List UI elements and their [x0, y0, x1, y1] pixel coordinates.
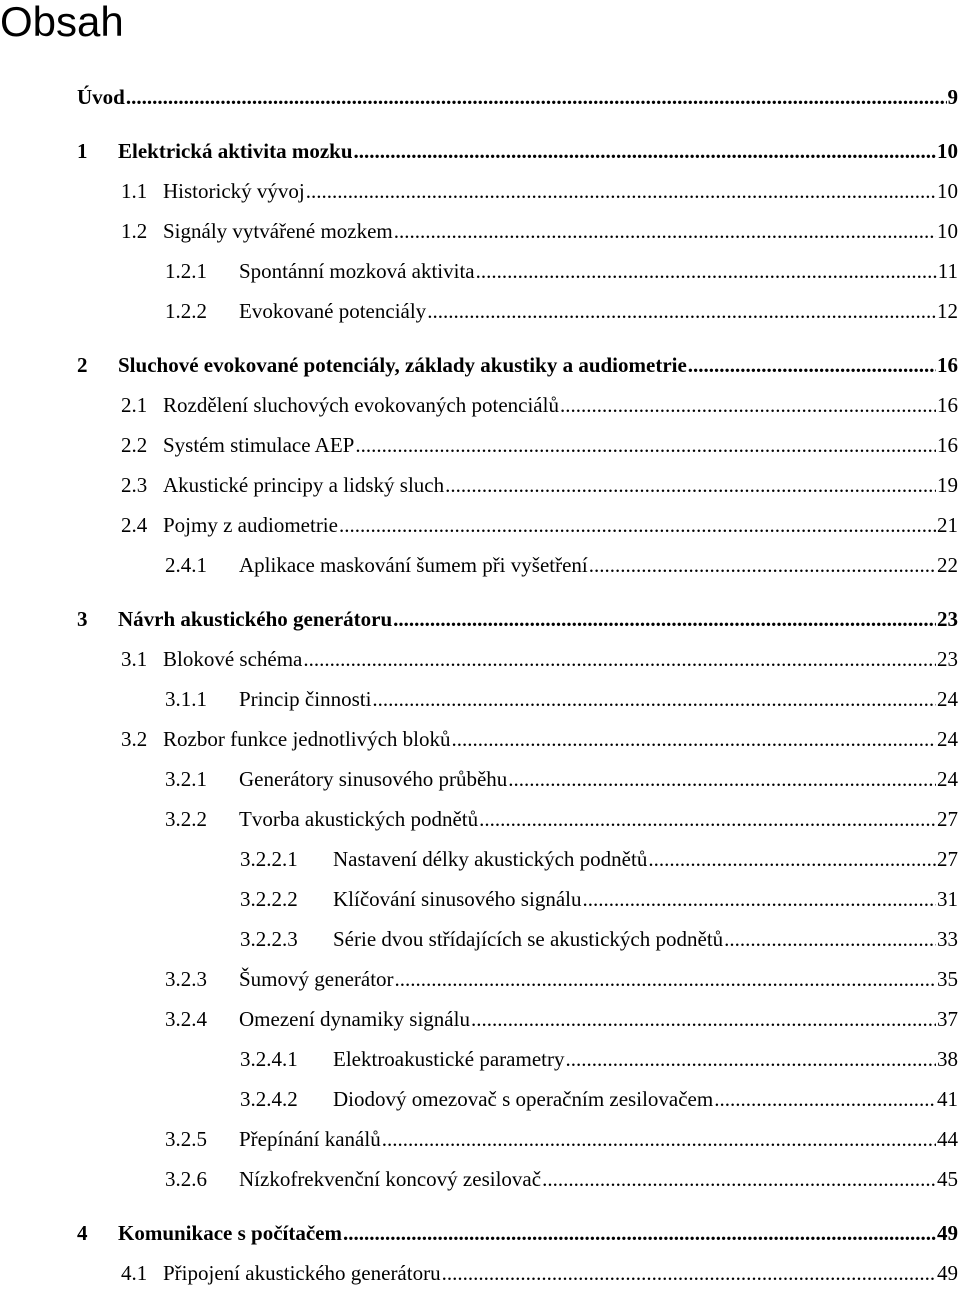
toc-entry-page: 10 — [937, 139, 958, 163]
toc-entry-number: 1.2.1 — [165, 259, 207, 283]
toc-entry-number: 1.2.2 — [165, 299, 207, 323]
toc-entry-title: Úvod — [77, 85, 125, 109]
toc-entry-title: Přepínání kanálů — [239, 1127, 381, 1151]
toc-entry-title: Rozbor funkce jednotlivých bloků — [163, 727, 451, 751]
toc-entry-title: Nastavení délky akustických podnětů — [333, 847, 648, 871]
toc-entry-number: 4.1 — [121, 1261, 148, 1285]
toc-entry-number: 1.1 — [121, 179, 148, 203]
toc-entry[interactable] — [0, 724, 960, 754]
toc-entry[interactable] — [0, 510, 960, 540]
toc-entry-number: 3.2.2.3 — [240, 927, 298, 951]
toc-dot-leader — [479, 804, 936, 834]
toc-entry[interactable] — [0, 1218, 960, 1248]
toc-entry-title: Šumový generátor — [239, 967, 394, 991]
toc-entry-page: 21 — [937, 513, 958, 537]
toc-entry-title: Klíčování sinusového signálu — [333, 887, 582, 911]
toc-entry-page: 10 — [937, 219, 958, 243]
toc-entry-title: Rozdělení sluchových evokovaných potenciálů — [163, 393, 559, 417]
toc-entry-title: Generátory sinusového průběhu — [239, 767, 508, 791]
page-title: Obsah — [0, 0, 124, 45]
toc-entry[interactable] — [0, 764, 960, 794]
toc-entry-number: 2.2 — [121, 433, 148, 457]
toc-entry[interactable] — [0, 82, 960, 112]
toc-dot-leader — [542, 1164, 936, 1194]
toc-dot-leader — [395, 964, 936, 994]
toc-entry-page: 10 — [937, 179, 958, 203]
toc-entry-page: 19 — [937, 473, 958, 497]
toc-entry-page: 27 — [937, 807, 958, 831]
toc-entry-number: 3.1 — [121, 647, 148, 671]
toc-entry-page: 24 — [937, 767, 958, 791]
toc-entry-title: Systém stimulace AEP — [163, 433, 355, 457]
toc-entry[interactable] — [0, 176, 960, 206]
toc-dot-leader — [476, 256, 937, 286]
toc-entry-title: Evokované potenciály — [239, 299, 427, 323]
toc-dot-leader — [393, 604, 936, 634]
toc-entry-page: 24 — [937, 727, 958, 751]
toc-entry-number: 3.1.1 — [165, 687, 207, 711]
toc-entry-title: Akustické principy a lidský sluch — [163, 473, 445, 497]
toc-entry-page: 49 — [937, 1261, 958, 1285]
toc-dot-leader — [306, 176, 936, 206]
toc-entry-number: 3.2.2.1 — [240, 847, 298, 871]
toc-entry[interactable] — [0, 844, 960, 874]
toc-entry-title: Princip činnosti — [239, 687, 372, 711]
toc-dot-leader — [724, 924, 936, 954]
toc-entry-number: 1 — [77, 139, 88, 163]
toc-dot-leader — [452, 724, 936, 754]
toc-entry[interactable] — [0, 296, 960, 326]
toc-entry-number: 3.2.4 — [165, 1007, 207, 1031]
toc-entry[interactable] — [0, 1258, 960, 1288]
toc-dot-leader — [354, 136, 937, 166]
toc-entry[interactable] — [0, 684, 960, 714]
toc-dot-leader — [648, 844, 936, 874]
toc-entry-number: 3.2.4.2 — [240, 1087, 298, 1111]
toc-entry-number: 3.2.2.2 — [240, 887, 298, 911]
toc-entry-title: Spontánní mozková aktivita — [239, 259, 475, 283]
toc-entry-page: 16 — [937, 433, 958, 457]
toc-dot-leader — [582, 884, 936, 914]
toc-entry-page: 16 — [937, 353, 958, 377]
toc-entry[interactable] — [0, 884, 960, 914]
toc-entry-page: 49 — [937, 1221, 958, 1245]
toc-entry[interactable] — [0, 804, 960, 834]
toc-entry-number: 2.4.1 — [165, 553, 207, 577]
toc-dot-leader — [343, 1218, 936, 1248]
toc-entry-page: 16 — [937, 393, 958, 417]
toc-entry-page: 35 — [937, 967, 958, 991]
toc-entry-page: 24 — [937, 687, 958, 711]
toc-entry[interactable] — [0, 216, 960, 246]
toc-entry-number: 1.2 — [121, 219, 148, 243]
toc-entry-page: 23 — [937, 647, 958, 671]
toc-dot-leader — [303, 644, 936, 674]
toc-entry-page: 45 — [937, 1167, 958, 1191]
toc-dot-leader — [714, 1084, 936, 1114]
toc-entry-title: Historický vývoj — [163, 179, 305, 203]
toc-dot-leader — [355, 430, 936, 460]
toc-entry-number: 2.3 — [121, 473, 148, 497]
toc-entry-number: 3.2.4.1 — [240, 1047, 298, 1071]
toc-entry-title: Blokové schéma — [163, 647, 303, 671]
toc-entry[interactable] — [0, 644, 960, 674]
toc-entry-number: 2 — [77, 353, 88, 377]
toc-entry-title: Signály vytvářené mozkem — [163, 219, 393, 243]
toc-entry[interactable] — [0, 390, 960, 420]
toc-entry-title: Pojmy z audiometrie — [163, 513, 338, 537]
toc-entry[interactable] — [0, 470, 960, 500]
toc-entry-page: 38 — [937, 1047, 958, 1071]
toc-dot-leader — [394, 216, 936, 246]
toc-entry-title: Elektrická aktivita mozku — [118, 139, 353, 163]
toc-entry-page: 37 — [937, 1007, 958, 1031]
toc-entry[interactable] — [0, 430, 960, 460]
toc-entry-page: 22 — [937, 553, 958, 577]
toc-entry-page: 23 — [937, 607, 958, 631]
toc-entry-title: Elektroakustické parametry — [333, 1047, 565, 1071]
toc-entry-number: 3.2.1 — [165, 767, 207, 791]
toc-entry-title: Připojení akustického generátoru — [163, 1261, 441, 1285]
toc-entry-number: 3.2.6 — [165, 1167, 207, 1191]
toc-entry-title: Nízkofrekvenční koncový zesilovač — [239, 1167, 542, 1191]
toc-entry[interactable] — [0, 964, 960, 994]
toc-entry-title: Série dvou střídajících se akustických podnětů — [333, 927, 724, 951]
toc-dot-leader — [565, 1044, 936, 1074]
toc-dot-leader — [382, 1124, 936, 1154]
toc-entry[interactable] — [0, 350, 960, 380]
toc-dot-leader — [471, 1004, 936, 1034]
toc-entry-title: Návrh akustického generátoru — [118, 607, 393, 631]
toc-entry[interactable] — [0, 604, 960, 634]
toc-entry-page: 9 — [947, 85, 958, 109]
toc-entry-title: Aplikace maskování šumem při vyšetření — [239, 553, 588, 577]
toc-entry-title: Omezení dynamiky signálu — [239, 1007, 470, 1031]
toc-dot-leader — [126, 82, 947, 112]
toc-entry-title: Sluchové evokované potenciály, základy akustiky a audiometrie — [118, 353, 687, 377]
toc-entry[interactable] — [0, 550, 960, 580]
toc-dot-leader — [589, 550, 936, 580]
toc-entry-page: 11 — [937, 259, 958, 283]
toc-entry-title: Komunikace s počítačem — [118, 1221, 342, 1245]
toc-entry[interactable] — [0, 1004, 960, 1034]
toc-entry-number: 3.2.3 — [165, 967, 207, 991]
toc-entry-number: 3 — [77, 607, 88, 631]
toc-entry[interactable] — [0, 136, 960, 166]
toc-entry-page: 41 — [937, 1087, 958, 1111]
toc-entry-number: 2.1 — [121, 393, 148, 417]
toc-entry-number: 4 — [77, 1221, 88, 1245]
toc-dot-leader — [427, 296, 936, 326]
toc-entry-page: 31 — [937, 887, 958, 911]
toc-entry[interactable] — [0, 1164, 960, 1194]
toc-entry[interactable] — [0, 1124, 960, 1154]
toc-dot-leader — [372, 684, 936, 714]
toc-dot-leader — [508, 764, 936, 794]
toc-entry-number: 3.2 — [121, 727, 148, 751]
toc-dot-leader — [339, 510, 936, 540]
toc-dot-leader — [445, 470, 936, 500]
toc-entry-page: 33 — [937, 927, 958, 951]
toc-entry-number: 3.2.5 — [165, 1127, 207, 1151]
toc-entry-title: Tvorba akustických podnětů — [239, 807, 479, 831]
toc-entry[interactable] — [0, 256, 960, 286]
toc-entry-page: 27 — [937, 847, 958, 871]
toc-entry-number: 3.2.2 — [165, 807, 207, 831]
toc-entry-title: Diodový omezovač s operačním zesilovačem — [333, 1087, 714, 1111]
toc-entry[interactable] — [0, 1044, 960, 1074]
toc-entry-number: 2.4 — [121, 513, 148, 537]
toc-entry[interactable] — [0, 924, 960, 954]
toc-dot-leader — [442, 1258, 936, 1288]
toc-dot-leader — [560, 390, 936, 420]
toc-dot-leader — [688, 350, 936, 380]
toc-entry-page: 12 — [937, 299, 958, 323]
toc-entry-page: 44 — [937, 1127, 958, 1151]
toc-entry[interactable] — [0, 1084, 960, 1114]
